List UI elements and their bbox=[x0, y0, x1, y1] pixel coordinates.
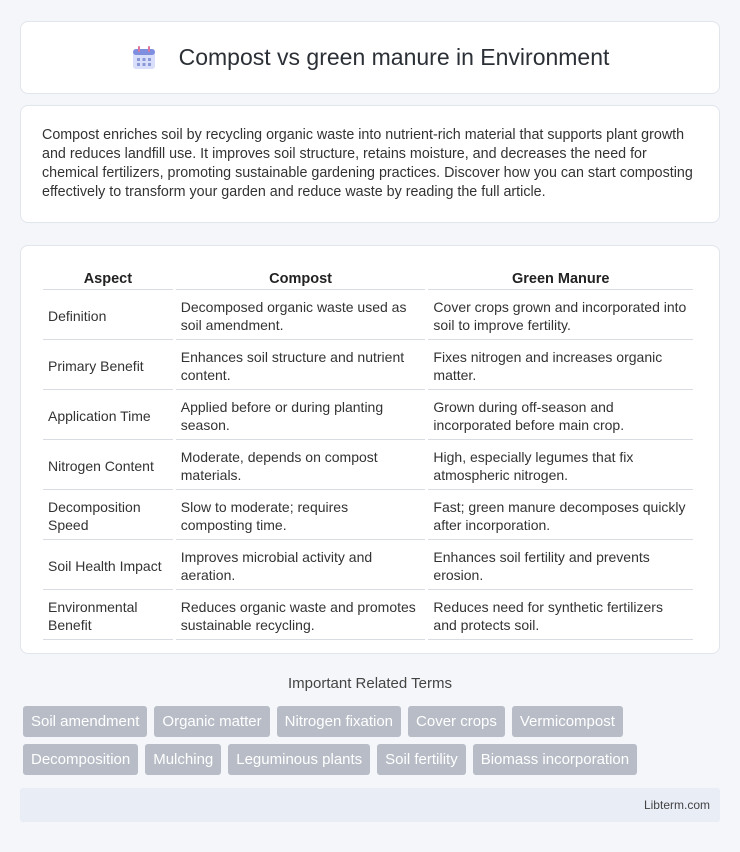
header bbox=[131, 44, 610, 71]
aspect-cell: Decomposition Speed bbox=[43, 492, 173, 540]
table-row bbox=[43, 592, 693, 640]
compost-cell: Slow to moderate; requires composting time. bbox=[176, 492, 426, 540]
tag-mulching[interactable]: Mulching bbox=[145, 744, 221, 775]
tag-leguminous-plants[interactable]: Leguminous plants bbox=[228, 744, 370, 775]
compost-cell: Decomposed organic waste used as soil amendment. bbox=[176, 292, 426, 340]
comparison-card bbox=[20, 245, 720, 654]
header-green-manure: Green Manure bbox=[428, 268, 693, 290]
aspect-cell: Application Time bbox=[43, 392, 173, 440]
page-title: Compost vs green manure in Environment bbox=[178, 44, 610, 70]
table-row bbox=[43, 492, 693, 540]
aspect-cell: Definition bbox=[43, 292, 173, 340]
tag-nitrogen-fixation[interactable]: Nitrogen fixation bbox=[277, 706, 401, 737]
tag-biomass-incorporation[interactable]: Biomass incorporation bbox=[473, 744, 637, 775]
intro-card bbox=[20, 105, 720, 223]
tag-decomposition[interactable]: Decomposition bbox=[23, 744, 138, 775]
header-aspect: Aspect bbox=[43, 268, 173, 290]
intro-text: Compost enriches soil by recycling organic waste into nutrient-rich material that supports plant growth and reduces landfill use. It improves soil structure, retains moisture, and decreases the need for chemical fertilizers, promoting sustainable gardening practices. Discover how you can start composting effectively to transform your garden and reduce waste by reading the full article. bbox=[42, 127, 693, 200]
footer bbox=[20, 788, 720, 822]
green-manure-cell: Fixes nitrogen and increases organic matter. bbox=[428, 342, 693, 390]
table-row bbox=[43, 542, 693, 590]
table-row bbox=[43, 442, 693, 490]
table-row bbox=[43, 342, 693, 390]
header-compost: Compost bbox=[176, 268, 426, 290]
green-manure-cell: Reduces need for synthetic fertilizers and protects soil. bbox=[428, 592, 693, 640]
comparison-table bbox=[40, 266, 696, 642]
green-manure-cell: Cover crops grown and incorporated into soil to improve fertility. bbox=[428, 292, 693, 340]
table-row bbox=[43, 392, 693, 440]
green-manure-cell: Grown during off-season and incorporated before main crop. bbox=[428, 392, 693, 440]
compost-cell: Reduces organic waste and promotes sustainable recycling. bbox=[176, 592, 426, 640]
related-terms-title: Important Related Terms bbox=[288, 675, 452, 692]
aspect-cell: Soil Health Impact bbox=[43, 542, 173, 590]
tag-vermicompost[interactable]: Vermicompost bbox=[512, 706, 623, 737]
aspect-cell: Nitrogen Content bbox=[43, 442, 173, 490]
compost-cell: Applied before or during planting season. bbox=[176, 392, 426, 440]
tag-soil-amendment[interactable]: Soil amendment bbox=[23, 706, 147, 737]
tag-soil-fertility[interactable]: Soil fertility bbox=[377, 744, 466, 775]
compost-cell: Moderate, depends on compost materials. bbox=[176, 442, 426, 490]
green-manure-cell: Fast; green manure decomposes quickly after incorporation. bbox=[428, 492, 693, 540]
tag-organic-matter[interactable]: Organic matter bbox=[154, 706, 269, 737]
compost-cell: Enhances soil structure and nutrient content. bbox=[176, 342, 426, 390]
related-terms-list bbox=[23, 706, 723, 775]
calendar-icon bbox=[131, 45, 157, 71]
table-row bbox=[43, 292, 693, 340]
table-header-row bbox=[43, 268, 693, 290]
compost-cell: Improves microbial activity and aeration. bbox=[176, 542, 426, 590]
tag-cover-crops[interactable]: Cover crops bbox=[408, 706, 505, 737]
header-card bbox=[20, 21, 720, 94]
footer-site-link[interactable]: Libterm.com bbox=[643, 798, 710, 812]
green-manure-cell: Enhances soil fertility and prevents erosion. bbox=[428, 542, 693, 590]
green-manure-cell: High, especially legumes that fix atmospheric nitrogen. bbox=[428, 442, 693, 490]
aspect-cell: Primary Benefit bbox=[43, 342, 173, 390]
aspect-cell: Environmental Benefit bbox=[43, 592, 173, 640]
